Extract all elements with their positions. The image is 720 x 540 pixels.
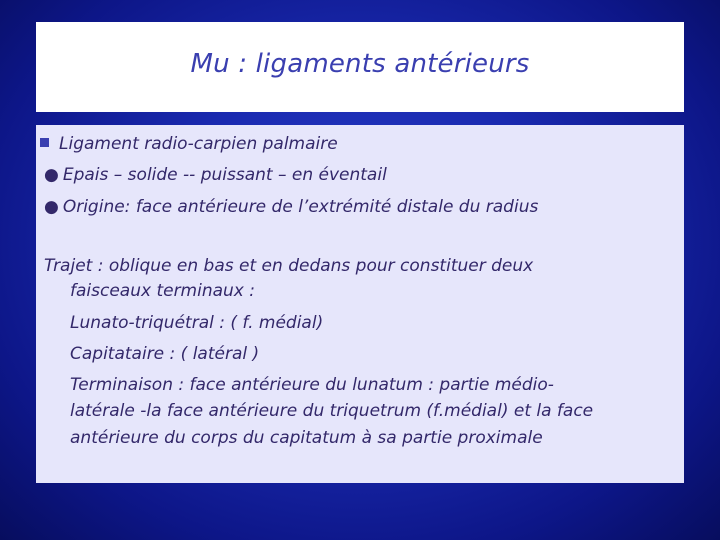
line-text: Epais – solide -- puissant – en éventail: [62, 165, 387, 185]
square-bullet-icon: [40, 138, 49, 147]
round-bullet-icon: ●: [44, 165, 59, 185]
text-line-terminaison: Terminaison : face antérieure du lunatum : partie médio-: [70, 375, 554, 395]
round-bullet-icon: ●: [44, 197, 59, 217]
text-line-capitataire: Capitataire : ( latéral ): [70, 344, 260, 364]
bullet-line-ligament: [40, 133, 338, 155]
line-text: Ligament radio-carpien palmaire: [59, 134, 338, 154]
text-line-trajet: Trajet : oblique en bas et en dedans pour constituer deux: [44, 256, 534, 276]
title-box: [36, 22, 684, 112]
text-line-lunato: Lunato-triquétral : ( f. médial): [70, 313, 324, 333]
text-line-faisceaux: faisceaux terminaux :: [70, 281, 255, 301]
bullet-line-origine: [44, 196, 538, 218]
text-line-anterieure: antérieure du corps du capitatum à sa partie proximale: [70, 428, 543, 448]
text-line-laterale: latérale -la face antérieure du triquetrum (f.médial) et la face: [70, 401, 594, 421]
bullet-line-epais: [44, 164, 387, 186]
slide-title: Mu : ligaments antérieurs: [190, 49, 530, 79]
line-text: Origine: face antérieure de l’extrémité distale du radius: [62, 197, 539, 217]
